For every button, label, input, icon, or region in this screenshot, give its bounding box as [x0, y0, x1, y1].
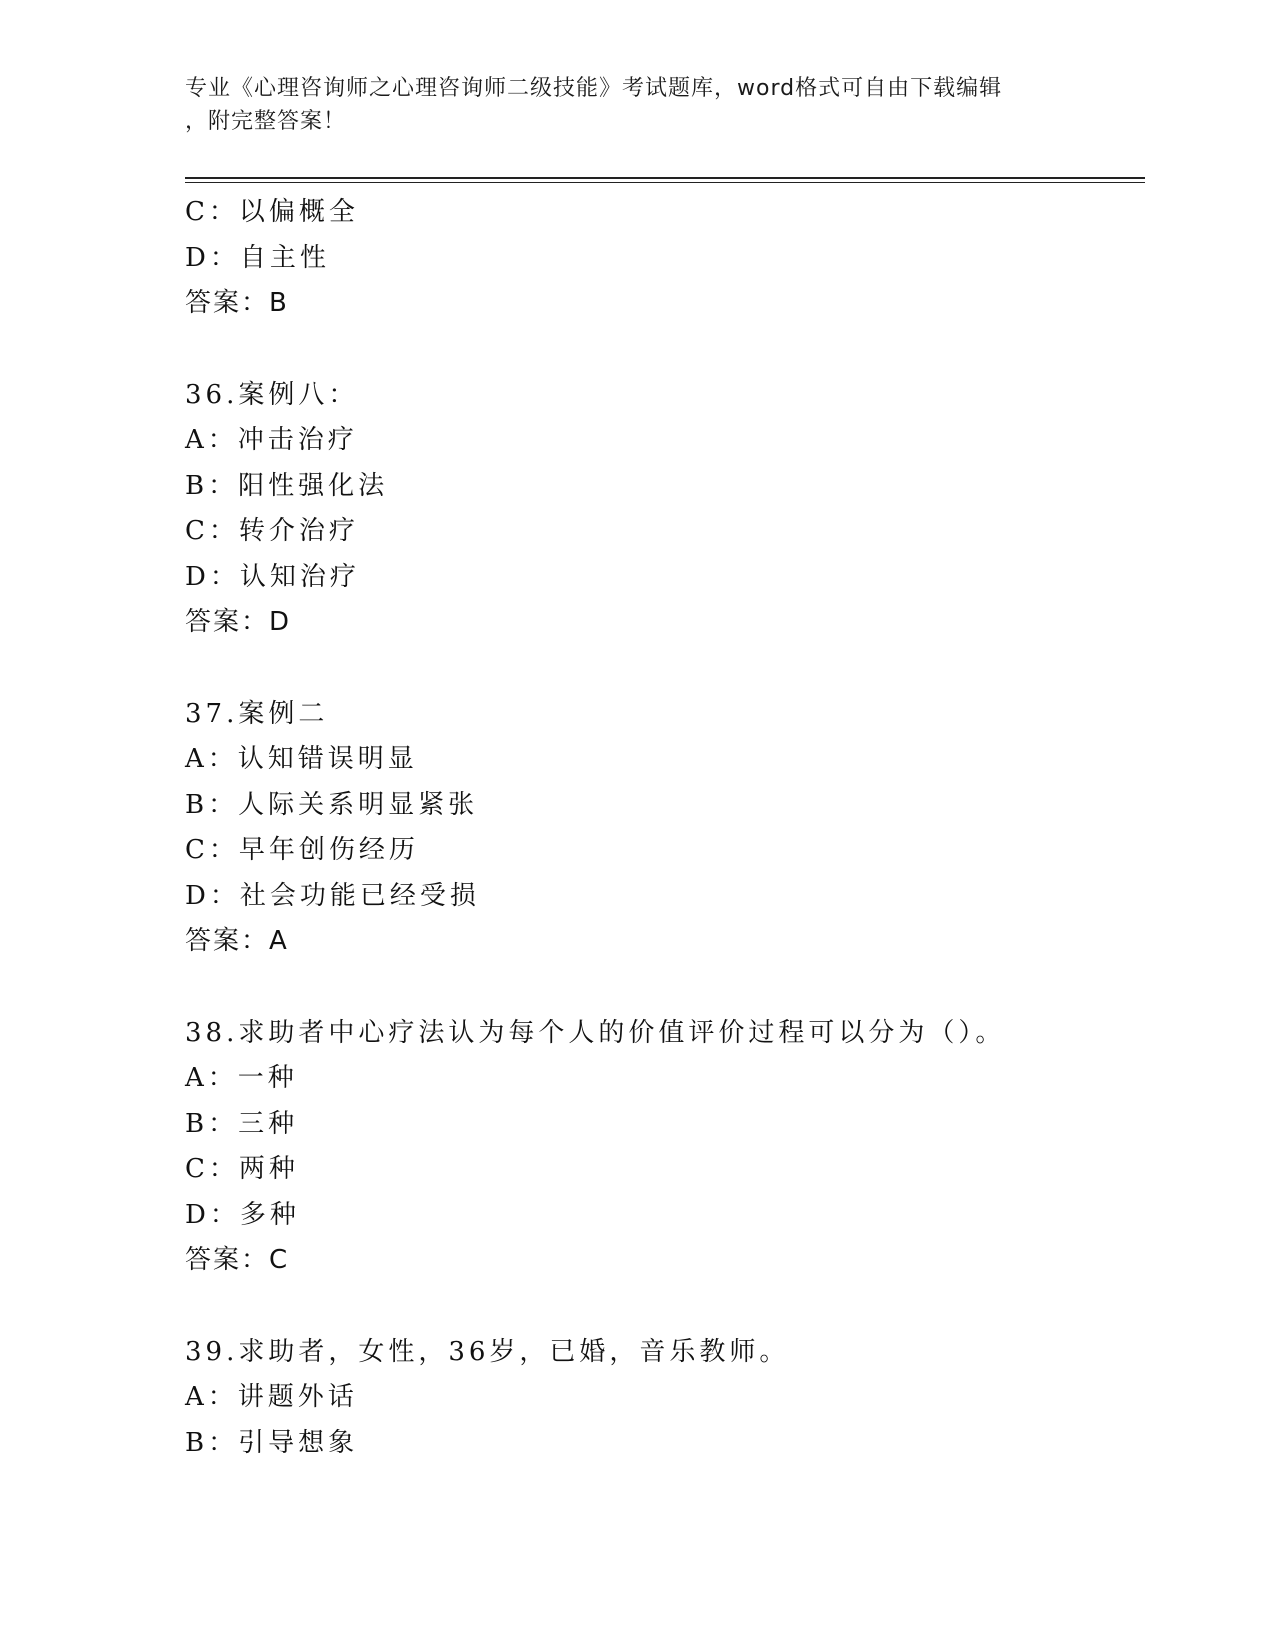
option-d: D：自主性 — [185, 242, 330, 273]
answer-line: 答案：A — [185, 926, 289, 956]
answer-line: 答案：C — [185, 1245, 290, 1275]
option-b: B：引导想象 — [185, 1427, 359, 1458]
question-stem: 39.求助者，女性，36岁，已婚，音乐教师。 — [185, 1336, 790, 1367]
question-stem: 37.案例二 — [185, 698, 329, 729]
header-subtitle-line: ，附完整答案！ — [185, 109, 347, 134]
answer-line: 答案：B — [185, 288, 289, 318]
document-header — [185, 72, 1065, 138]
question-stem: 38.求助者中心疗法认为每个人的价值评价过程可以分为（）。 — [185, 1017, 1006, 1048]
option-a: A：冲击治疗 — [185, 425, 358, 455]
option-d: D：认知治疗 — [185, 561, 360, 592]
option-d: D：社会功能已经受损 — [185, 880, 480, 911]
option-b: B：阳性强化法 — [185, 470, 389, 501]
question-stem: 36.案例八： — [185, 379, 359, 410]
spacer — [185, 327, 1145, 373]
option-a: A：一种 — [185, 1063, 298, 1093]
spacer — [185, 965, 1145, 1011]
question-list — [185, 190, 1145, 1466]
option-a: A：讲题外话 — [185, 1382, 358, 1412]
option-a: A：认知错误明显 — [185, 744, 418, 774]
option-c: C：转介治疗 — [185, 516, 359, 546]
option-c: C：以偏概全 — [185, 197, 359, 227]
option-d: D：多种 — [185, 1199, 300, 1230]
header-divider-thin — [185, 182, 1145, 183]
header-divider-thick — [185, 177, 1145, 179]
option-c: C：两种 — [185, 1154, 299, 1184]
option-b: B：三种 — [185, 1108, 299, 1139]
spacer — [185, 1284, 1145, 1330]
spacer — [185, 646, 1145, 692]
answer-line: 答案：D — [185, 607, 292, 637]
option-c: C：早年创伤经历 — [185, 835, 419, 865]
header-title-line: 专业《心理咨询师之心理咨询师二级技能》考试题库，word格式可自由下载编辑 — [185, 76, 1003, 101]
option-b: B：人际关系明显紧张 — [185, 789, 479, 820]
